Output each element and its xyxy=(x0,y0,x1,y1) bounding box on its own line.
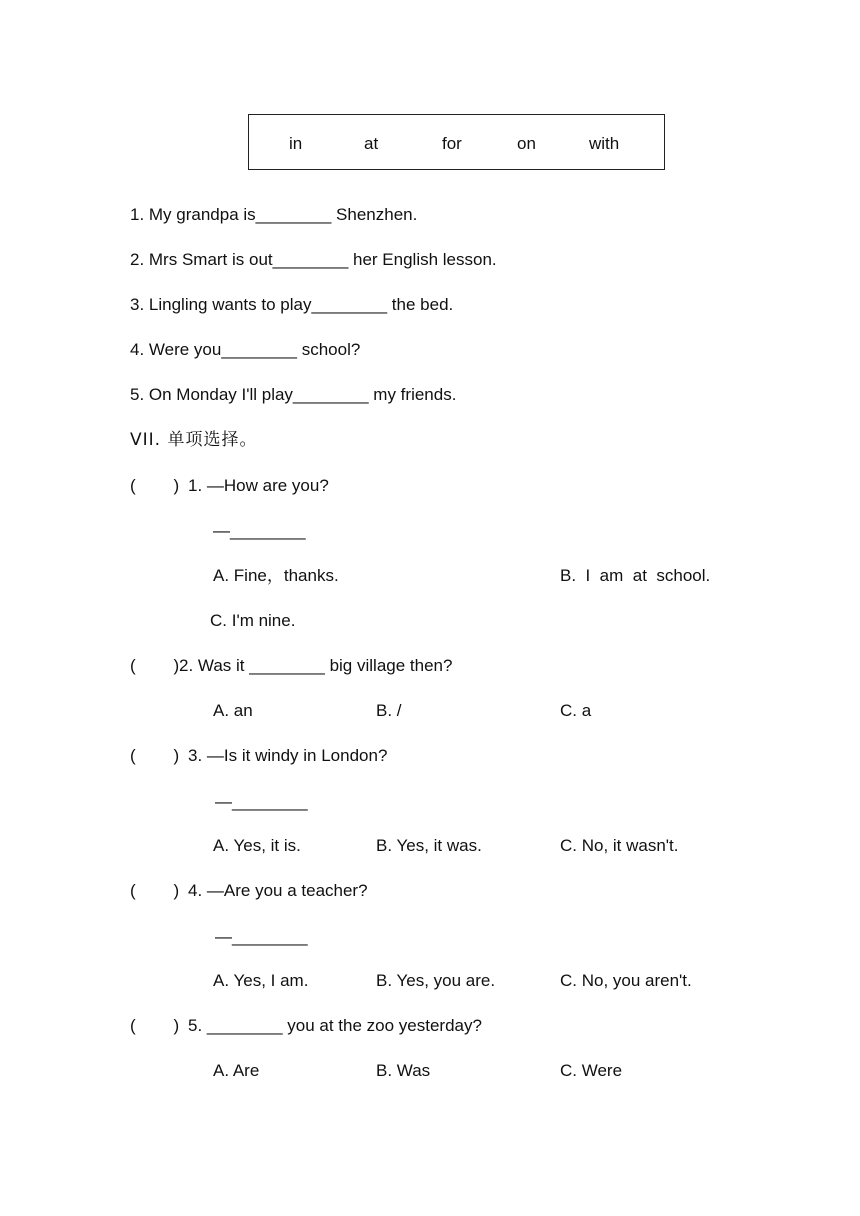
option-a: A. an xyxy=(213,701,253,720)
answer-blank: —________ xyxy=(215,927,308,946)
option-a: A. Are xyxy=(213,1061,260,1080)
word-bank-item: at xyxy=(364,134,379,153)
answer-bracket: ( ) xyxy=(130,1016,180,1035)
question-stem-3: 3. —Is it windy in London? xyxy=(188,746,388,765)
fill-in-item-5: 5. On Monday I'll play________ my friends. xyxy=(130,385,457,404)
option-b: B. Was xyxy=(376,1061,431,1080)
question-stem-1: 1. —How are you? xyxy=(188,476,329,495)
option-a: A. Fine，thanks. xyxy=(213,566,339,585)
answer-bracket: ( ) xyxy=(130,656,180,675)
question-stem-2: 2. Was it ________ big village then? xyxy=(179,656,453,675)
option-c: C. Were xyxy=(560,1061,623,1080)
option-a: A. Yes, it is. xyxy=(213,836,301,855)
word-bank-item: for xyxy=(442,134,462,153)
option-b: B. Yes, it was. xyxy=(376,836,482,855)
option-b: B. Yes, you are. xyxy=(376,971,496,990)
answer-bracket: ( ) xyxy=(130,746,180,765)
option-c: C. I'm nine. xyxy=(210,611,296,630)
answer-blank: —________ xyxy=(215,792,308,811)
word-bank-box xyxy=(248,114,665,170)
answer-bracket: ( ) xyxy=(130,476,180,495)
option-c: C. a xyxy=(560,701,592,720)
answer-bracket: ( ) xyxy=(130,881,180,900)
fill-in-item-3: 3. Lingling wants to play________ the bed. xyxy=(130,295,454,314)
option-b: B. I am at school. xyxy=(560,566,711,585)
fill-in-item-1: 1. My grandpa is________ Shenzhen. xyxy=(130,205,418,224)
question-stem-4: 4. —Are you a teacher? xyxy=(188,881,368,900)
fill-in-item-4: 4. Were you________ school? xyxy=(130,340,361,359)
word-bank-item: in xyxy=(289,134,303,153)
word-bank-item: on xyxy=(517,134,536,153)
answer-blank: —________ xyxy=(213,521,306,540)
fill-in-item-2: 2. Mrs Smart is out________ her English lesson. xyxy=(130,250,497,269)
question-stem-5: 5. ________ you at the zoo yesterday? xyxy=(188,1016,482,1035)
word-bank-item: with xyxy=(589,134,620,153)
section-title: VII. 单项选择。 xyxy=(130,430,258,450)
option-c: C. No, it wasn't. xyxy=(560,836,679,855)
option-c: C. No, you aren't. xyxy=(560,971,692,990)
option-b: B. / xyxy=(376,701,402,720)
option-a: A. Yes, I am. xyxy=(213,971,309,990)
